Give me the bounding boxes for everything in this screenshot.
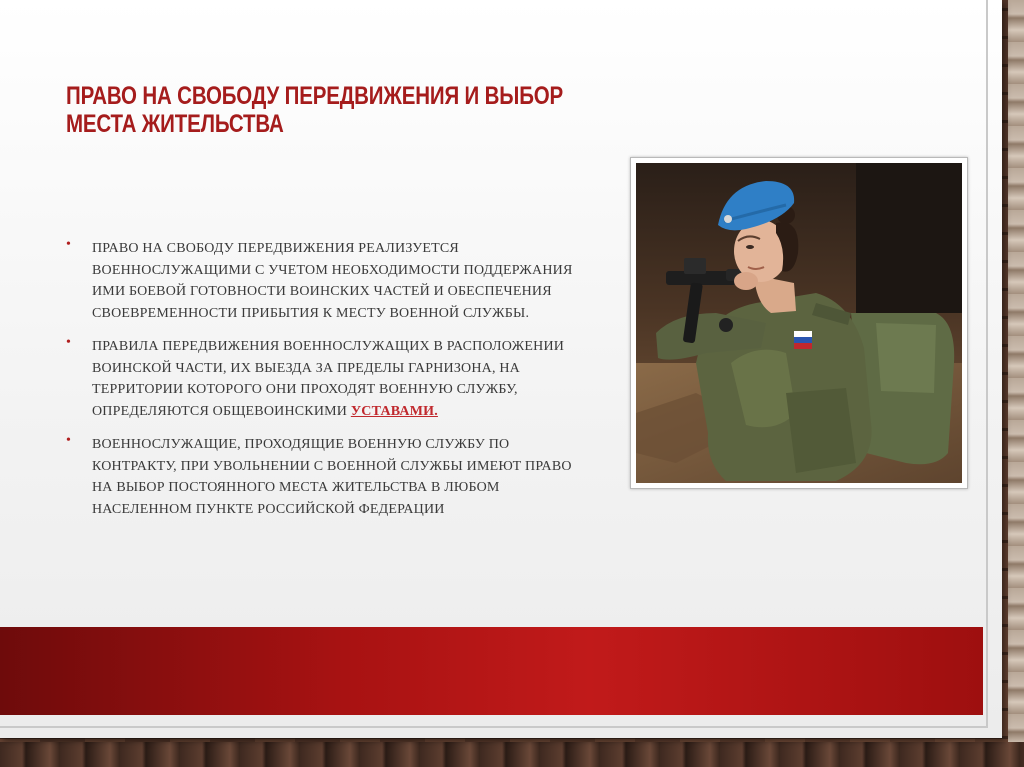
bullet-dot-icon: •: [66, 237, 72, 252]
bullet-dot-icon: •: [66, 335, 72, 350]
slide-title-line-2: МЕСТА ЖИТЕЛЬСТВА: [66, 110, 284, 138]
bullet-list: [66, 238, 586, 532]
brick-wall-edge-right: [1008, 0, 1024, 767]
bullet-dot-icon: •: [66, 433, 72, 448]
bullet-text: ВОЕННОСЛУЖАЩИЕ, ПРОХОДЯЩИЕ ВОЕННУЮ СЛУЖБУ ПО КОНТРАКТУ, ПРИ УВОЛЬНЕНИИ С ВОЕННОЙ СЛУЖБЫ ИМЕЮТ ПРАВО НА ВЫБОР ПОСТОЯННОГО МЕСТА ЖИТЕЛЬСТВА В ЛЮБОМ НАСЕЛЕННОМ ПУНКТЕ РОССИЙСКОЙ ФЕДЕРАЦИИ: [92, 437, 572, 517]
slide-title-line-1: ПРАВО НА СВОБОДУ ПЕРЕДВИЖЕНИЯ И ВЫБОР: [66, 82, 564, 110]
footer-red-band: [0, 627, 983, 715]
charters-link[interactable]: УСТАВАМИ.: [350, 403, 438, 419]
photo-frame: [630, 157, 968, 489]
bullet-item-residence: [66, 434, 586, 520]
soldier-photo-icon: [636, 163, 962, 483]
bullet-item-rules: [66, 336, 586, 422]
bullet-text: ПРАВО НА СВОБОДУ ПЕРЕДВИЖЕНИЯ РЕАЛИЗУЕТСЯ ВОЕННОСЛУЖАЩИМИ С УЧЕТОМ НЕОБХОДИМОСТИ ПОДДЕРЖАНИЯ ИМИ БОЕВОЙ ГОТОВНОСТИ ВОИНСКИХ ЧАСТЕЙ И ОБЕСПЕЧЕНИЯ СВОЕВРЕМЕННОСТИ ПРИБЫТИЯ К МЕСТУ ВОЕННОЙ СЛУЖБЫ.: [92, 241, 573, 321]
bullet-item-movement: [66, 238, 586, 324]
slide-title: [66, 82, 564, 138]
brick-wall-edge-bottom: [0, 742, 1024, 767]
bullet-text: ПРАВИЛА ПЕРЕДВИЖЕНИЯ ВОЕННОСЛУЖАЩИХ В РАСПОЛОЖЕНИИ ВОИНСКОЙ ЧАСТИ, ИХ ВЫЕЗДА ЗА ПРЕДЕЛЫ ГАРНИЗОНА, НА ТЕРРИТОРИИ КОТОРОГО ОНИ ПРОХОДЯТ ВОЕННУЮ СЛУЖБУ, ОПРЕДЕЛЯЮТСЯ ОБЩЕВОИНСКИМИ: [92, 339, 565, 419]
